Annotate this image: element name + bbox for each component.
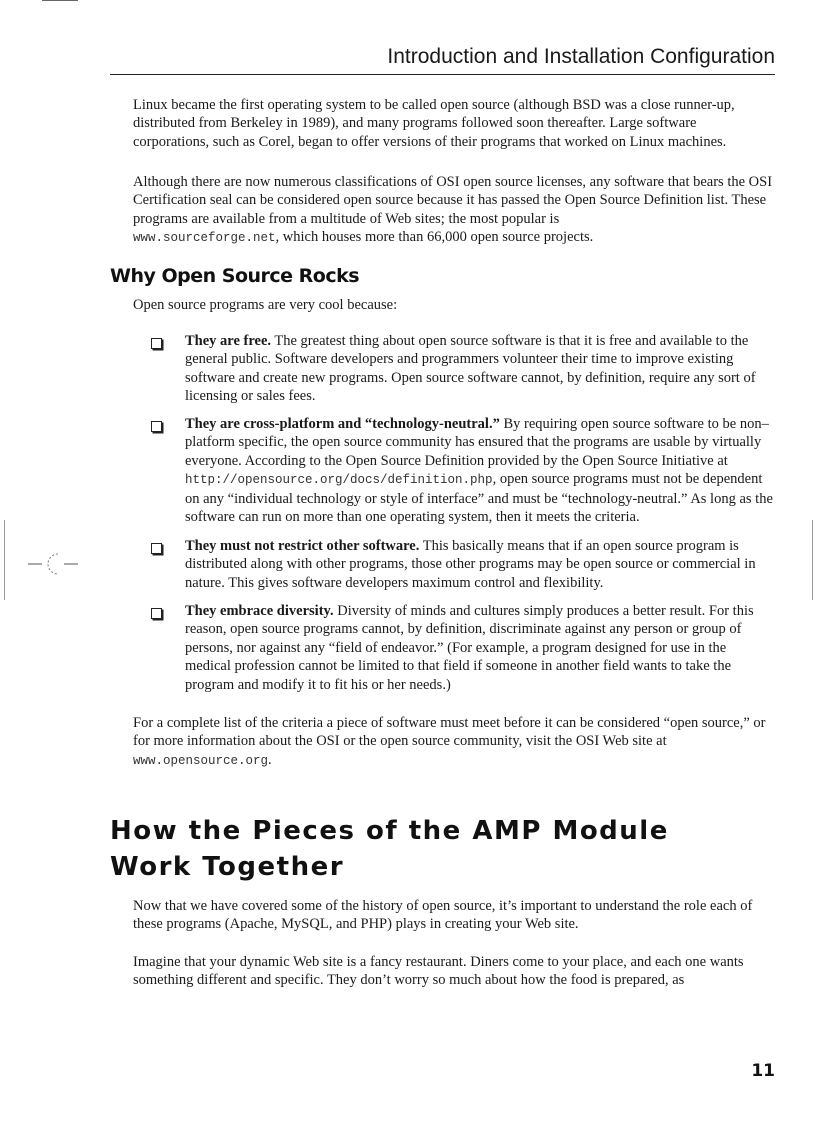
bullet-checkbox-icon: [151, 421, 162, 432]
bullet-free: [185, 332, 775, 406]
bullet-lead: They are free.: [185, 333, 272, 349]
bullet-no-restrict: [185, 537, 775, 592]
bullet-body: The greatest thing about open source software is that it is free and available to the general public. Software developers and programmers volunteer their time to improve existing software and create new programs. Open source software cannot, by definition, require any sort of licensing or sales fees.: [185, 333, 756, 405]
opensource-link[interactable]: www.opensource.org: [133, 753, 269, 768]
heading-line-2: Work Together: [110, 852, 345, 882]
crop-mark-top: [42, 0, 78, 1]
bullet-body: Diversity of minds and cultures simply produces a better result. For this reason, open source programs cannot, by definition, discriminate against any person or group of persons, nor against any “field of endeavor.” (For example, a program designed for use in the medical profession cannot be limited to that field if someone in another field wants to take the program and modify it to fit his or her needs.): [185, 603, 754, 693]
heading-why-open-source-rocks: Why Open Source Rocks: [110, 265, 360, 287]
margin-rule-left: [4, 520, 5, 600]
intro-paragraph-2-tail: , which houses more than 66,000 open source projects.: [275, 229, 594, 246]
heading-line-1: How the Pieces of the AMP Module: [110, 816, 669, 846]
registration-mark-icon: [28, 548, 78, 578]
heading-amp-module: [110, 813, 669, 885]
closing-paragraph: [133, 714, 775, 770]
bullet-body: By requiring open source software to be non–platform specific, the open source community has ensured that the programs are usable by virtually everyone. According to the Open Source Definition provided by the Open Source Initiative at: [185, 416, 769, 469]
bullet-checkbox-icon: [151, 608, 162, 619]
bullet-checkbox-icon: [151, 338, 162, 349]
bullet-lead: They embrace diversity.: [185, 603, 334, 619]
amp-paragraph-1: Now that we have covered some of the history of open source, it’s important to understand the role each of these programs (Apache, MySQL, and PHP) plays in creating your Web site.: [133, 898, 753, 933]
intro-paragraph-2: [133, 173, 775, 248]
page-number: 11: [751, 1061, 775, 1081]
bullet-body-tail: , open source programs must not be dependent on any “individual technology or style of interface” and must be “technology-neutral.” As long as the software can run on more than one operating system, then it meets the criteria.: [185, 471, 773, 526]
bullet-lead: They must not restrict other software.: [185, 538, 420, 554]
closing-tail: .: [268, 751, 272, 768]
running-head: Introduction and Installation Configuration: [110, 44, 775, 75]
intro-paragraph-2-text: Although there are now numerous classifications of OSI open source licenses, any software that bears the OSI Certification seal can be considered open source because it has passed the Open Source Definition list. These programs are available from a multitude of Web sites; the most popular is: [133, 174, 773, 227]
closing-text: For a complete list of the criteria a piece of software must meet before it can be considered “open source,” or for more information about the OSI or the open source community, visit the OSI Web site at: [133, 715, 766, 750]
bullet-body: This basically means that if an open source program is distributed along with other programs, those other programs may be open source or commercial in nature. This gives software developers maximum control and flexibility.: [185, 538, 756, 591]
bullet-checkbox-icon: [151, 543, 162, 554]
bullet-cross-platform: [185, 415, 775, 526]
bullet-lead: They are cross-platform and “technology-neutral.”: [185, 416, 500, 432]
bullet-diversity: [185, 602, 775, 694]
opensource-definition-link[interactable]: http://opensource.org/docs/definition.php: [185, 473, 493, 488]
margin-rule-right: [812, 520, 813, 600]
amp-paragraph-2: Imagine that your dynamic Web site is a fancy restaurant. Diners come to your place, and each one wants something different and specific. They don’t worry so much about how the food is prepared, as: [133, 954, 744, 989]
why-intro: Open source programs are very cool because:: [133, 297, 398, 313]
intro-paragraph-1: Linux became the first operating system to be called open source (although BSD was a close runner-up, distributed from Berkeley in 1989), and many programs followed soon thereafter. Large software corporations, such as Corel, began to offer versions of their programs that worked on Linux machines.: [133, 97, 735, 150]
sourceforge-link[interactable]: www.sourceforge.net: [133, 231, 276, 246]
